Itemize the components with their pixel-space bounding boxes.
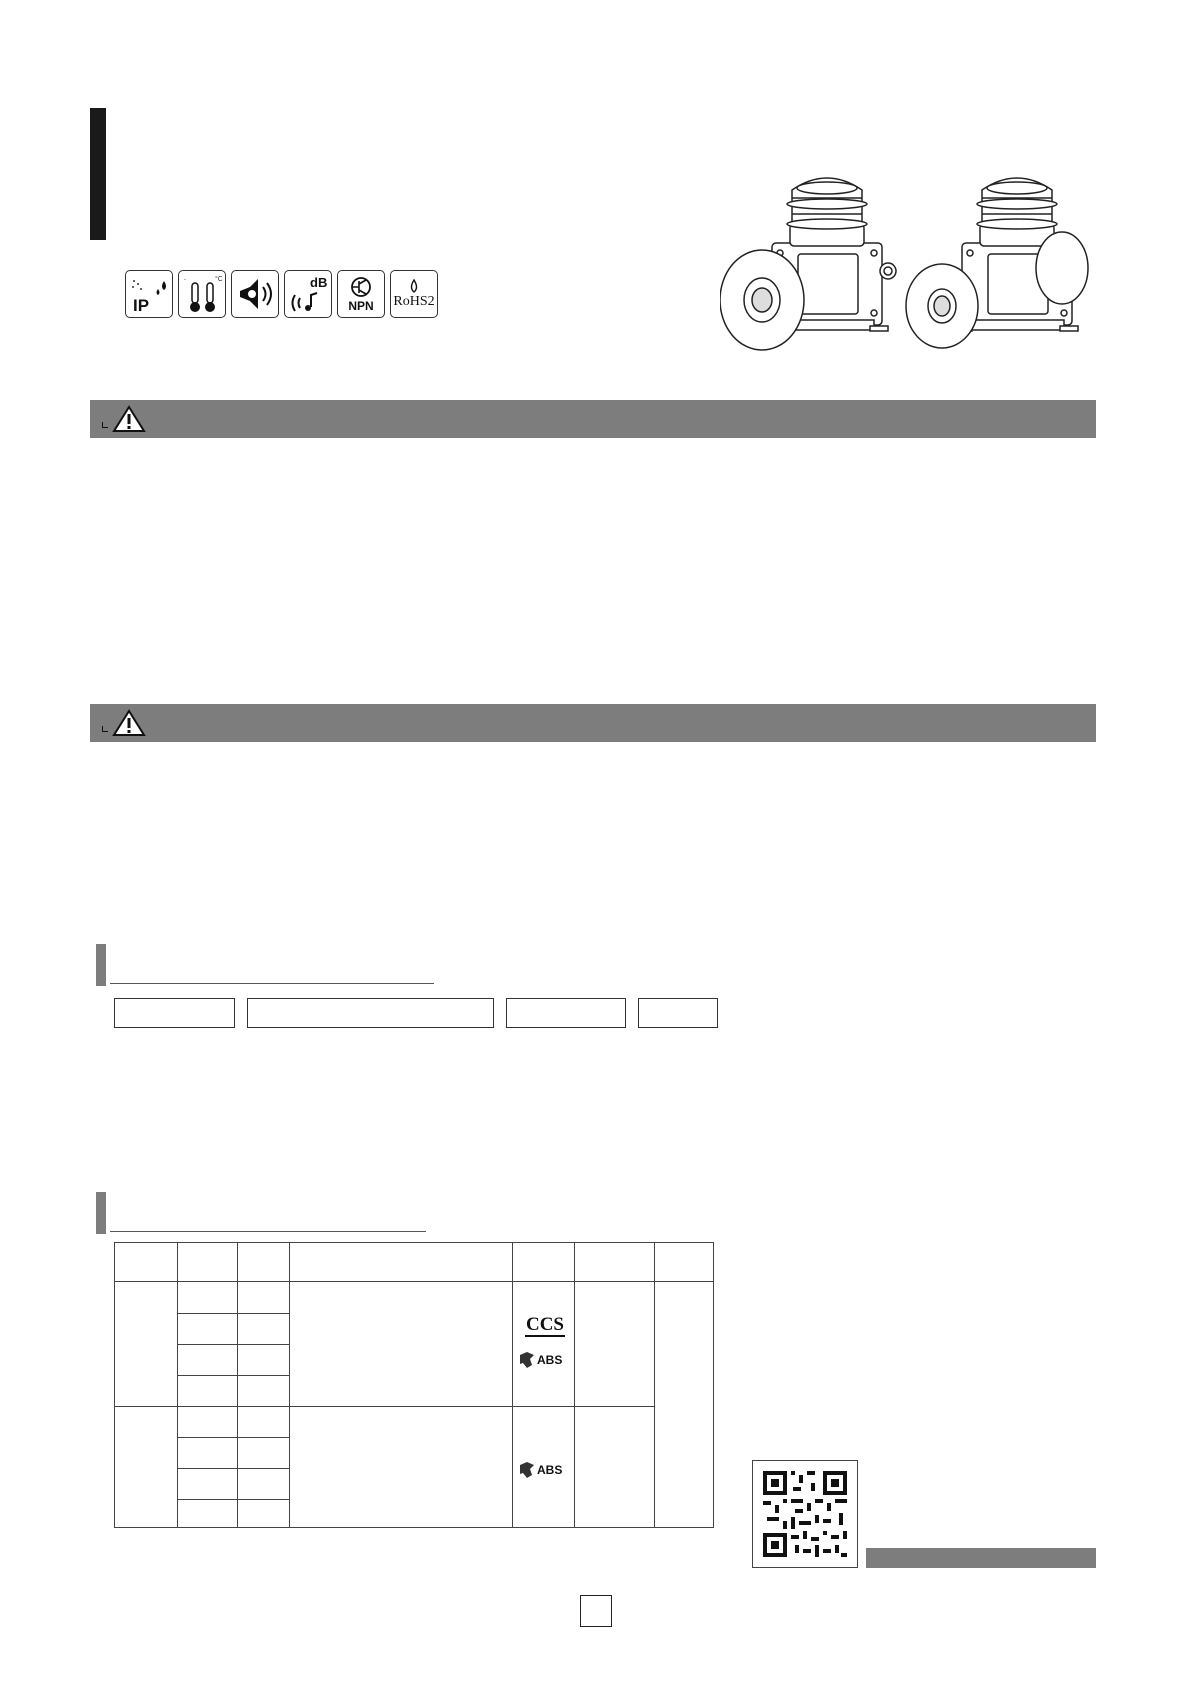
svg-text:-: - (184, 277, 186, 283)
thermometer-icon (178, 270, 226, 318)
page-number-box (580, 1595, 612, 1627)
ordering-section-header (96, 944, 426, 986)
svg-text:°C: °C (215, 276, 223, 283)
ordering-code-box (247, 998, 494, 1028)
ordering-code-box (638, 998, 718, 1028)
rohs-icon: RoHS2 (390, 270, 438, 318)
abs-eagle-icon (519, 1461, 535, 1479)
feature-icons (125, 270, 438, 318)
warning-triangle-icon (112, 404, 146, 434)
abs-certification-logo: ABS (519, 1461, 562, 1479)
ip-rating-icon: IP (125, 270, 173, 318)
qr-code-icon (753, 1461, 856, 1566)
ccs-certification-logo: CCS (525, 1314, 564, 1335)
caution-bar-caution (90, 704, 1096, 742)
title-marker (90, 108, 106, 240)
ordering-code-box (506, 998, 626, 1028)
speaker-icon (231, 270, 279, 318)
horn-product-right (906, 178, 1088, 348)
horn-product-left (720, 178, 896, 350)
specifications-table (114, 1242, 714, 1528)
specifications-section-header (96, 1192, 426, 1234)
caution-bar-warning (90, 400, 1096, 438)
ordering-code-box (114, 998, 235, 1028)
abs-eagle-icon (519, 1351, 535, 1369)
warning-triangle-icon (112, 708, 146, 738)
svg-text:dB: dB (310, 275, 328, 290)
abs-certification-logo: ABS (519, 1351, 562, 1369)
npn-icon: NPN (337, 270, 385, 318)
bullet-mark (102, 422, 108, 428)
decibel-icon (284, 270, 332, 318)
bullet-mark (102, 726, 108, 732)
qr-caption-bar (866, 1548, 1096, 1568)
product-illustration (720, 168, 1100, 358)
qr-code[interactable] (752, 1460, 858, 1568)
